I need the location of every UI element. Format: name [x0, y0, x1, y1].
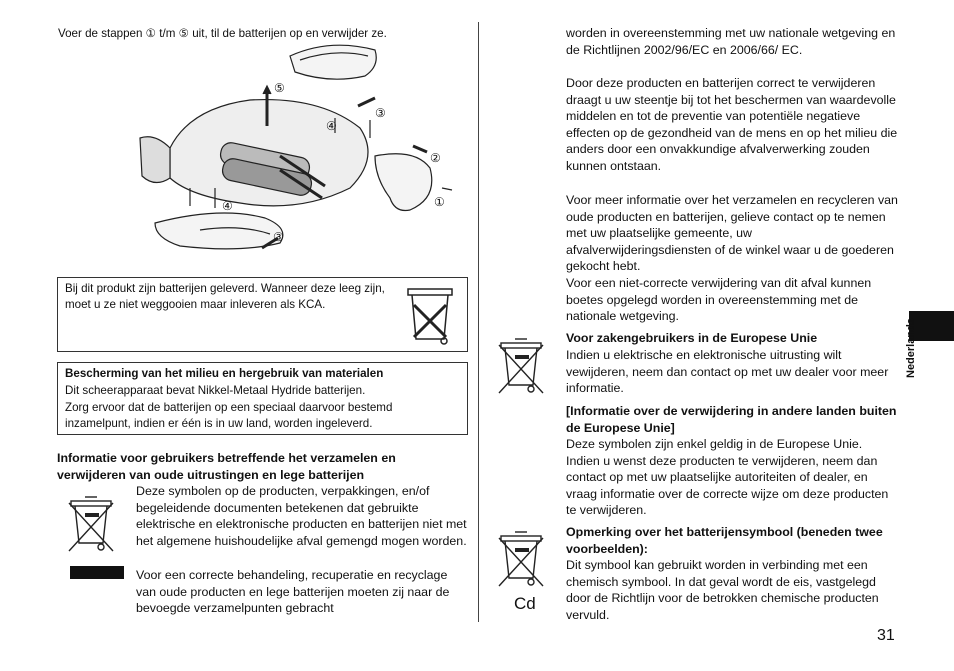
other-countries-text: Deze symbolen zijn enkel geldig in de Europese Unie. Indien u wenst deze producten te verwijderen, neem dan contact op met uw plaatselijke autoriteiten of dealer, en vraag informatie over de correcte wijze om deze producten te verwijderen. [566, 437, 889, 518]
continued-paragraph: worden in overeenstemming met uw nationale wetgeving en de Richtlijnen 2002/96/EC en 2006/66/ EC. [566, 26, 896, 57]
environment-title: Bescherming van het milieu en hergebruik van materialen [65, 367, 384, 380]
kca-notice-text: Bij dit produkt zijn batterijen geleverd. Wanneer deze leeg zijn, moet u ze niet weggooien maar inleveren als KCA. [65, 282, 385, 311]
kca-notice-box [57, 277, 468, 352]
business-text: Indien u elektrische en elektronische uitrusting wilt vewijderen, neem dan contact op met uw dealer voor meer informatie. [566, 348, 889, 396]
other-countries-heading: [Informatie over de verwijdering in andere landen buiten de Europese Unie] [566, 404, 897, 435]
environment-line2: Zorg ervoor dat de batterijen op een speciaal daarvoor bestemd inzamelpunt, indien er één is in uw land, worden ingeleverd. [65, 401, 393, 430]
step-label-3-top: ③ [375, 106, 386, 120]
business-heading: Voor zakengebruikers in de Europese Unie [566, 331, 818, 345]
kca-bin-icon [402, 283, 462, 348]
battery-bin-icon [493, 526, 549, 590]
weee-black-bar [70, 566, 124, 579]
right-paragraph-3: Voor meer informatie over het verzamelen en recycleren van oude producten en batterijen, gelieve contact op te nemen met uw plaatselijke gemeente, uw afvalverwijderingsdiensten of de winkel waar u de goederen gekocht hebt. [566, 193, 898, 274]
battery-heading: Opmerking over het batterijensymbool (beneden twee voorbeelden): [566, 525, 883, 556]
column-divider [478, 22, 479, 622]
page-number: 31 [877, 627, 895, 644]
step-label-4-top: ④ [326, 119, 337, 133]
step-label-1: ① [434, 195, 445, 209]
step-label-2: ② [430, 151, 441, 165]
weee-bin-icon [63, 491, 119, 555]
step-label-3-bottom: ③ [273, 230, 284, 244]
cadmium-symbol: Cd [514, 594, 536, 613]
weee-bin-icon-business [493, 333, 549, 397]
right-paragraph-2: Door deze producten en batterijen correct te verwijderen draagt u uw steentje bij tot het beschermen van waardevolle middelen en tot de preventie van potentiële negatieve effecten op de gezondheid van de mens en op het milieu die anders door een onvakkundige afvalverwerking zouden kunnen ontstaan. [566, 76, 898, 173]
bullet-text: Voer de stappen ① t/m ⑤ uit, til de batterijen op en verwijder ze. [58, 27, 387, 40]
environment-box [57, 362, 468, 435]
language-label: Nederlands [905, 318, 917, 378]
shaver-disassembly-illustration [130, 38, 460, 260]
info-paragraph-1: Deze symbolen op de producten, verpakkingen, en/of begeleidende documenten betekenen dat gebruikte elektrische en elektronische producten en batterijen niet met het algemene huishoudelijke afval gemengd mogen worden. [136, 484, 467, 548]
right-paragraph-4: Voor een niet-correcte verwijdering van dit afval kunnen boetes opgelegd worden in overeenstemming met de nationale wetgeving. [566, 276, 872, 324]
battery-text: Dit symbool kan gebruikt worden in verbinding met een chemisch symbool. In dat geval wordt de eis, vastgelegd door de Richtlijn voor de betrokken chemische producten vervuld. [566, 558, 879, 622]
info-paragraph-2: Voor een correcte behandeling, recuperatie en recyclage van oude producten en lege batterijen moeten zij naar de bevoegde verzamelpunten gebracht [136, 568, 450, 616]
info-heading: Informatie voor gebruikers betreffende het verzamelen en verwijderen van oude uitrustingen en lege batterijen [57, 451, 396, 482]
step-label-4-bottom: ④ [222, 199, 233, 213]
environment-line1: Dit scheerapparaat bevat Nikkel-Metaal Hydride batterijen. [65, 384, 366, 397]
step-label-5: ⑤ [274, 81, 285, 95]
